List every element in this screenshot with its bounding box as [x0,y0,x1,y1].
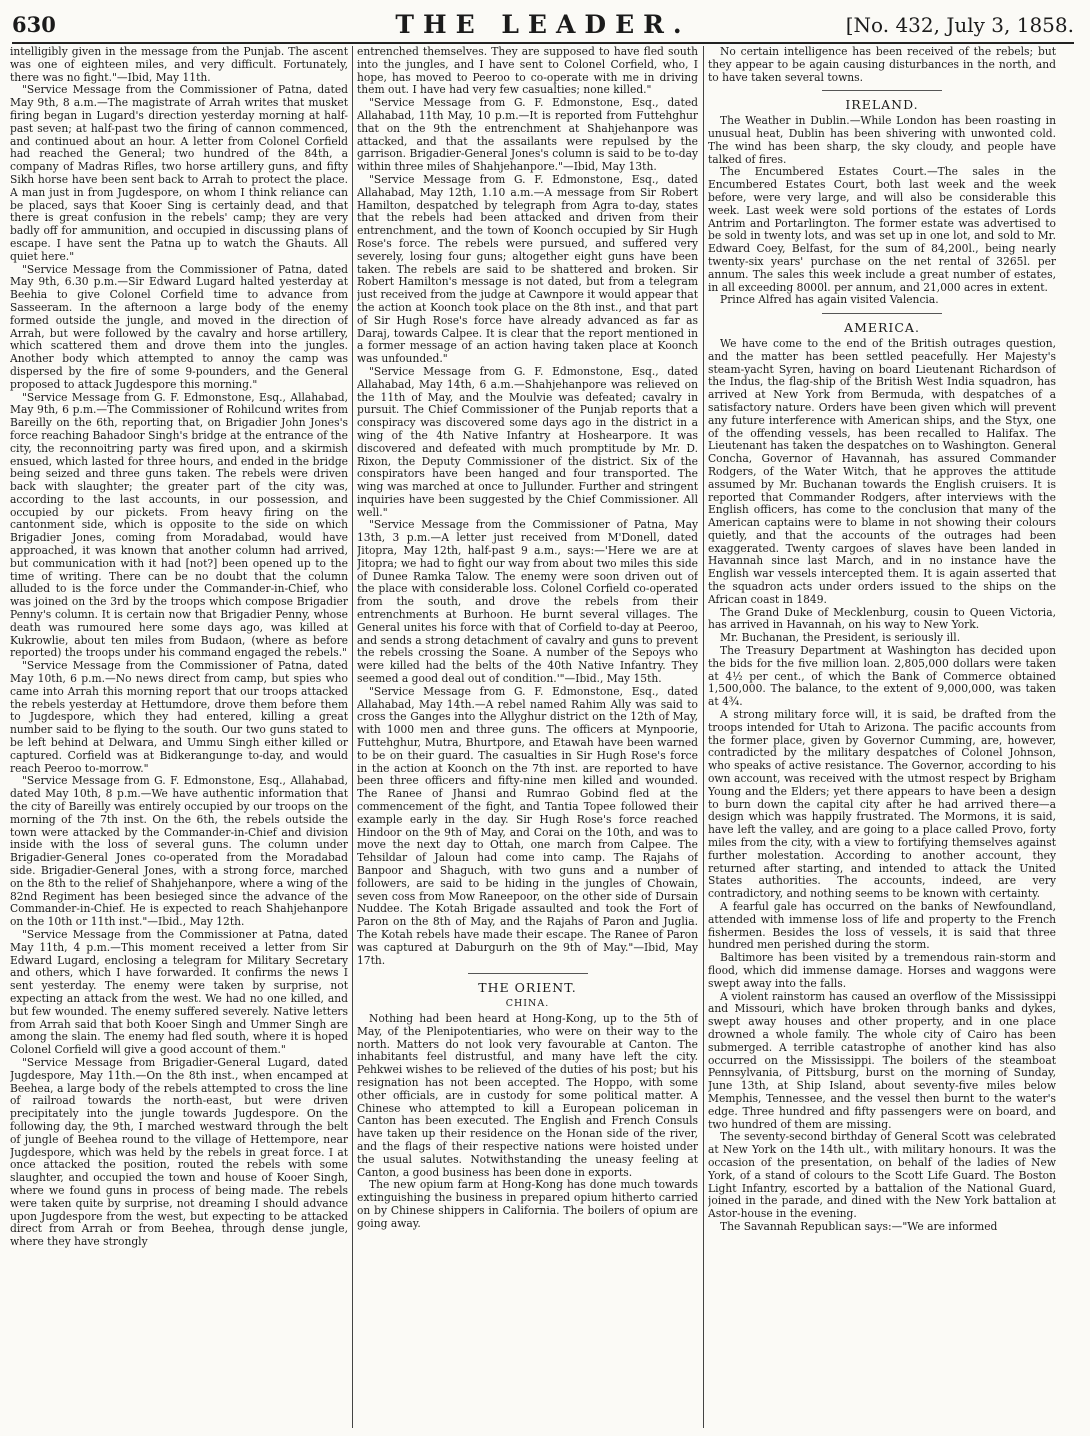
article-paragraph: "Service Message from Brigadier-General Lugard, dated Jugdespore, May 11th.—On the 8th inst., when encamped at Beehea, a large body of the rebels attempted to cross the line of railroad towards the north-east, but were driven precipitately into the jungle towards Jugdespore. On the following day, the 9th, I marched westward through the belt of jungle of Beehea round to the village of Hettempore, near Jugdespore, which was held by the rebels in great force. I at once attacked the position, routed the rebels with some slaughter, and occupied the town and house of Kooer Singh, where we found guns in process of being made. The rebels were taken quite by surprise, not dreaming I should advance upon Jugdespore from the west, but expecting to be attacked direct from Arrah or from Beehea, through dense jungle, where they have strongly [10,1055,348,1249]
subsection-heading-china: CHINA. [505,998,550,1010]
article-paragraph: entrenched themselves. They are supposed to have fled south into the jungles, and I have sent to Colonel Corfield, who, I hope, has moved to Peeroo to co-operate with me in driving them out. I have had very few casualties; none killed." [357,46,698,97]
section-heading-america: AMERICA. [844,320,920,336]
article-paragraph: "Service Message from the Commissioner of Patna, May 13th, 3 p.m.—A letter just received from M'Donell, dated Jitopra, May 12th, half-past 9 a.m., says:—'Here we are at Jitopra; we had to fight our way from about two miles this side of Dunee Ramka Talow. The enemy were soon driven out of the place with considerable loss. Colonel Corfield co-operated from the south, and drove the rebels from their entrenchments at Burhoon. He burnt several villages. The General unites his force with that of Corfield to-day at Peeroo, and sends a strong detachment of cavalry and guns to prevent the rebels crossing the Soane. A number of the Sepoys who were killed had the belts of the 40th Native Infantry. They seemed a good deal out of condition.'"—Ibid., May 15th. [357,518,698,686]
article-paragraph: The Grand Duke of Mecklenburg, cousin to Queen Victoria, has arrived in Havannah, on his way to New York. [708,605,1056,632]
issue-info: [No. 432, July 3, 1858. [845,13,1074,37]
section-heading-orient: THE ORIENT. [478,980,577,996]
section-divider [822,90,942,91]
page-header [12,8,1074,44]
article-paragraph: "Service Message from the Commissioner of Patna, dated May 9th, 8 a.m.—The magistrate of Arrah writes that musket firing began in Lugard's direction yesterday morning at half-past seven; at half-past two the firing of cannon commenced, and continued about an hour. A letter from Colonel Corfield had reached the General; two hundred of the 84th, a company of Madras Rifles, two horse artillery guns, and fifty Sikh horse have been sent back to Arrah to protect the place. A man just in from Jugdespore, on whom I think reliance can be placed, says that Kooer Sing is certainly dead, and that there is great confusion in the rebels' camp; they are very badly off for ammunition, and occupied in discussing plans of escape. I have sent the Patna up to watch the Ghauts. All quiet here." [10,83,348,263]
article-paragraph: The seventy-second birthday of General Scott was celebrated at New York on the 14th ult., with military honours. It was the occasion of the presentation, on behalf of the ladies of New York, of a stand of colours to the Scott Life Guard. The Boston Light Infantry, escorted by a battalion of the National Guard, joined in the parade, and dined with the New York battalion at Astor-house in the evening. [708,1130,1056,1221]
article-paragraph: "Service Message from G. F. Edmonstone, Esq., dated Allahabad, May 12th, 1.10 a.m.—A message from Sir Robert Hamilton, despatched by telegraph from Agra to-day, states that the rebels had been attacked and driven from their entrenchment, and the town of Koonch occupied by Sir Hugh Rose's force. The rebels were pursued, and suffered very severely, losing four guns; altogether eight guns have been taken. The rebels are said to be shattered and broken. Sir Robert Hamilton's message is not dated, but from a telegram just received from the judge at Cawnpore it would appear that the action at Koonch took place on the 8th inst., and that part of Sir Hugh Rose's force have already advanced as far as Daraj, towards Calpee. It is clear that the report mentioned in a former message of an action having taken place at Koonch was unfounded." [357,172,698,366]
article-paragraph: intelligibly given in the message from the Punjab. The ascent was one of eighteen miles, and very difficult. Fortunately, there was no fight."—Ibid, May 11th. [10,46,348,84]
article-paragraph: "Service Message from G. F. Edmonstone, Esq., dated Allahabad, May 14th.—A rebel named Rahim Ally was said to cross the Ganges into the Allyghur district on the 12th of May, with 1000 men and three guns. The officers at Mynpoorie, Futtehghur, Mutra, Bhurtpore, and Etawah have been warned to be on their guard. The casualties in Sir Hugh Rose's force in the action at Koonch on the 7th inst. are reported to have been three officers and fifty-nine men killed and wounded. The Ranee of Jhansi and Rumrao Gobind fled at the commencement of the fight, and Tantia Topee followed their example early in the day. Sir Hugh Rose's force reached Hindoor on the 9th of May, and Corai on the 10th, and was to move the next day to Ottah, one march from Calpee. The Tehsildar of Jaloun had come into camp. The Rajahs of Banpoor and Shaguch, with two guns and a number of followers, are said to be hiding in the jungles of Chowain, seven coss from Mow Raneepoor, on the other side of Dursain Nuddee. The Kotah Brigade assaulted and took the Fort of Paron on the 8th of May, and the Rajahs of Paron and Juglia. The Kotah rebels have made their escape. The Ranee of Paron was captured at Daburgurh on the 9th of May."—Ibid, May 17th. [357,684,698,967]
column-rule [703,46,704,1428]
article-paragraph: "Service Message from G. F. Edmonstone, Esq., Allahabad, May 9th, 6 p.m.—The Commissioner of Rohilcund writes from Bareilly on the 6th, reporting that, on Brigadier John Jones's force reaching Bahadoor Singh's bridge at the entrance of the city, the reconnoitring party was fired upon, and a skirmish ensued, which lasted for three hours, and ended in the bridge being seized and three guns taken. The rebels were driven back with slaughter; the greater part of the city was, according to the last accounts, in our possession, and occupied by our pickets. From heavy firing on the cantonment side, which is opposite to the side on which Brigadier Jones, coming from Moradabad, would have approached, it was known that another column had arrived, but communication with it had [not?] been opened up to the time of writing. There can be no doubt that the column alluded to is the force under the Commander-in-Chief, who was joined on the 3rd by the troops which compose Brigadier Penny's column. It is certain now that Brigadier Penny, whose death was rumoured here some days ago, was killed at Kukrowlie, about ten miles from Budaon, (where as before reported) the troops under his command engaged the rebels." [10,390,348,660]
article-paragraph: Prince Alfred has again visited Valencia. [720,293,939,307]
article-paragraph: The Savannah Republican says:—"We are informed [720,1219,998,1233]
article-paragraph: Mr. Buchanan, the President, is seriously ill. [720,631,961,645]
article-paragraph: "Service Message from the Commissioner of Patna, dated May 10th, 6 p.m.—No news direct from camp, but spies who came into Arrah this morning report that our troops attacked the rebels yesterday at Hettumdore, drove them before them to Jugdespore, which they had entered, killing a great number said to be flying to the south. Our two guns stated to be left behind at Delwara, and Ummu Singh either killed or captured. Corfield was at Bidkerangunge to-day, and would reach Peeroo to-morrow." [10,659,348,775]
article-paragraph: "Service Message from the Commissioner of Patna, dated May 9th, 6.30 p.m.—Sir Edward Lugard halted yesterday at Beehia to give Colonel Corfield time to advance from Sasseeram. In the afternoon a large body of the enemy formed outside the jungle, and moved in the direction of Arrah, but were followed by the cavalry and horse artillery, which scattered them and drove them into the jungles. Another body which attempted to annoy the camp was dispersed by the fire of some 9-pounders, and the General proposed to attack Jugdespore this morning." [10,262,348,391]
article-paragraph: We have come to the end of the British outrages question, and the matter has been settled peacefully. Her Majesty's steam-yacht Syren, having on board Lieutenant Richardson of the Indus, the flag-ship of the British West India squadron, has arrived at New York from Bermuda, with despatches of a satisfactory nature. Orders have been given which will prevent any future interference with American ships, and the Styx, one of the offending vessels, has been recalled to Halifax. The Lieutenant has taken the despatches on to Washington. General Concha, Governor of Havannah, has assured Commander Rodgers, of the Water Witch, that he approves the attitude assumed by Mr. Buchanan towards the English cruisers. It is reported that Commander Rodgers, after interviews with the English officers, has come to the conclusion that many of the American captains were to blame in not showing their colours quietly, and that the accounts of the outrages had been exaggerated. Twenty cargoes of slaves have been landed in Havannah since last March, and in no instance have the English war vessels intercepted them. It is again asserted that the squadron acts under orders issued to the ships on the African coast in 1849. [708,336,1056,606]
article-paragraph: The new opium farm at Hong-Kong has done much towards extinguishing the business in prepared opium hitherto carried on by Chinese shippers in California. The boilers of opium are going away. [357,1178,698,1230]
section-divider [822,313,942,314]
column-1 [10,46,348,1430]
section-heading-ireland: IRELAND. [845,97,919,113]
article-paragraph: "Service Message from G. F. Edmonstone, Esq., Allahabad, dated May 10th, 8 p.m.—We have authentic information that the city of Bareilly was entirely occupied by our troops on the morning of the 7th inst. On the 6th, the rebels outside the town were attacked by the Commander-in-Chief and division inside with the loss of several guns. The column under Brigadier-General Jones co-operated from the Moradabad side. Brigadier-General Jones, with a strong force, marched on the 8th to the relief of Shahjehanpore, where a wing of the 82nd Regiment has been besieged since the advance of the Commander-in-Chief. He is expected to reach Shahjehanpore on the 10th or 11th inst."—Ibid., May 12th. [10,774,348,929]
article-paragraph: A violent rainstorm has caused an overflow of the Mississippi and Missouri, which have broken through banks and dykes, swept away houses and other property, and in one place drowned a whole family. The whole city of Cairo has been submerged. A terrible catastrophe of another kind has also occurred on the Mississippi. The boilers of the steamboat Pennsylvania, of Pittsburg, burst on the morning of Sunday, June 13th, at Ship Island, about seventy-five miles below Memphis, Tennessee, and the vessel then burnt to the water's edge. Three hundred and fifty passengers were on board, and two hundred of them are missing. [708,989,1056,1131]
article-paragraph: "Service Message from the Commissioner at Patna, dated May 11th, 4 p.m.—This moment received a letter from Sir Edward Lugard, enclosing a telegram for Military Secretary and others, which I have forwarded. It confirms the news I sent yesterday. The enemy were taken by surprise, not expecting an attack from the west. We had no one killed, and but few wounded. The enemy suffered severely. Native letters from Arrah said that both Kooer Singh and Ummer Singh are among the slain. The enemy had fled south, where it is hoped Colonel Corfield will give a good account of them." [10,927,348,1057]
section-divider [468,973,588,974]
article-paragraph: Baltimore has been visited by a tremendous rain-storm and flood, which did immense damage. Horses and waggons were swept away into the falls. [708,951,1056,990]
article-paragraph: Nothing had been heard at Hong-Kong, up to the 5th of May, of the Plenipotentiaries, who were on their way to the north. Matters do not look very favourable at Canton. The inhabitants feel distrustful, and many have left the city. Pehkwei wishes to be relieved of the duties of his post; but his resignation has not been accepted. The Hoppo, with some other officials, are in custody for some political matter. A Chinese who attempted to kill a European policeman in Canton has been executed. The English and French Consuls have taken up their residence on the Honan side of the river, and the flags of their respective nations were hoisted under the usual salutes. Notwithstanding the uneasy feeling at Canton, a good business has been done in exports. [357,1011,698,1179]
column-2 [357,46,698,1430]
article-paragraph: The Encumbered Estates Court.—The sales in the Encumbered Estates Court, both last week and the week before, were very large, and will also be considerable this week. Last week were sold portions of the estates of Lords Antrim and Portarlington. The former estate was advertised to be sold in twenty lots, and was set up in one lot, and sold to Mr. Edward Coey, Belfast, for the sum of 84,200l., being nearly twenty-six years' purchase on the net rental of 3265l. per annum. The sales this week include a great number of estates, in all exceeding 8000l. per annum, and 21,000 acres in extent. [708,165,1056,294]
masthead-title: THE LEADER. [395,10,691,39]
article-paragraph: No certain intelligence has been received of the rebels; but they appear to be again causing disturbances in the north, and to have taken several towns. [708,46,1056,84]
article-paragraph: The Weather in Dublin.—While London has been roasting in unusual heat, Dublin has been shivering with unwonted cold. The wind has been sharp, the sky cloudy, and people have talked of fires. [708,114,1056,166]
article-paragraph: A fearful gale has occurred on the banks of Newfoundland, attended with immense loss of life and property to the French fishermen. Besides the loss of vessels, it is said that three hundred men perished during the storm. [708,900,1056,952]
article-paragraph: A strong military force will, it is said, be drafted from the troops intended for Utah to Arizona. The pacific accounts from the former place, given by Governor Cumming, are, however, contradicted by the military despatches of Colonel Johnson, who speaks of active resistance. The Governor, according to his own account, was received with the utmost respect by Brigham Young and the Elders; yet there appears to have been a design to burn down the capital city after he had arrived there—a design which was happily frustrated. The Mormons, it is said, have left the valley, and are going to a place called Provo, forty miles from the city, with a view to fortifying themselves against further molestation. According to another account, they returned after starting, and intended to attack the United States authorities. The accounts, indeed, are very contradictory, and nothing seems to be known with certainty. [708,708,1056,901]
column-3 [708,46,1056,1430]
article-paragraph: "Service Message from G. F. Edmonstone, Esq., dated Allahabad, May 14th, 6 a.m.—Shahjehanpore was relieved on the 11th of May, and the Moulvie was defeated; cavalry in pursuit. The Chief Commissioner of the Punjab reports that a conspiracy was discovered some days ago in the district in a wing of the 4th Native Infantry at Hoshearpore. It was discovered and defeated with much promptitude by Mr. D. Rixon, the Deputy Commissioner of the district. Six of the conspirators have been hanged and four transported. The wing was marched at once to Jullunder. Further and stringent inquiries have been suggested by the Chief Commissioner. All well." [357,364,698,519]
article-paragraph: The Treasury Department at Washington has decided upon the bids for the five million loan. 2,805,000 dollars were taken at 4½ per cent., of which the Bank of Commerce obtained 1,500,000. The balance, to the extent of 9,000,000, was taken at 4¾. [708,644,1056,709]
article-paragraph: "Service Message from G. F. Edmonstone, Esq., dated Allahabad, 11th May, 10 p.m.—It is reported from Futtehghur that on the 9th the entrenchment at Shahjehanpore was attacked, and that the assailants were repulsed by the garrison. Brigadier-General Jones's column is said to be to-day within three miles of Shahjehanpore."—Ibid, May 13th. [357,96,698,174]
page-number: 630 [12,12,56,37]
column-rule [352,46,353,1428]
